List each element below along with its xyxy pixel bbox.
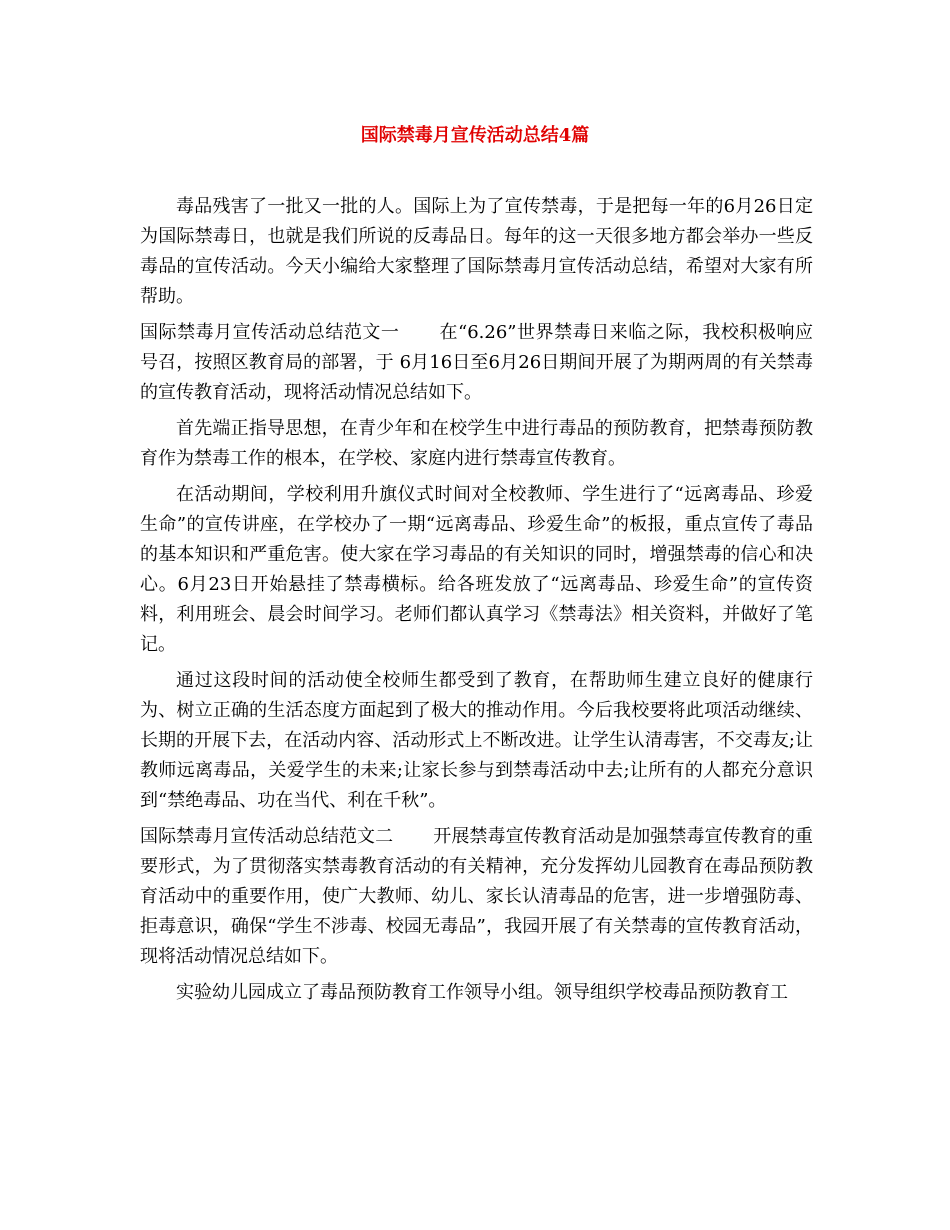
section1-lead-paragraph	[140, 318, 813, 408]
section2-lead-paragraph	[140, 822, 813, 972]
section1-paragraph: 在活动期间，学校利用升旗仪式时间对全校教师、学生进行了“远离毒品、珍爱生命”的宣传讲座，在学校办了一期“远离毒品、珍爱生命”的板报，重点宣传了毒品的基本知识和严重危害。使大家在学习毒品的有关知识的同时，增强禁毒的信心和决心。6月23日开始悬挂了禁毒横标。给各班发放了“远离毒品、珍爱生命”的宣传资料，利用班会、晨会时间学习。老师们都认真学习《禁毒法》相关资料，并做好了笔记。	[140, 484, 813, 655]
section2-heading: 国际禁毒月宣传活动总结范文二	[140, 826, 394, 847]
section1-heading: 国际禁毒月宣传活动总结范文一	[140, 322, 400, 343]
section1-paragraph: 首先端正指导思想，在青少年和在校学生中进行毒品的预防教育，把禁毒预防教育作为禁毒工作的根本，在学校、家庭内进行禁毒宣传教育。	[140, 418, 813, 469]
section1-paragraph: 通过这段时间的活动使全校师生都受到了教育，在帮助师生建立良好的健康行为、树立正确的生活态度方面起到了极大的推动作用。今后我校要将此项活动继续、长期的开展下去，在活动内容、活动形式上不断改进。让学生认清毒害，不交毒友;让教师远离毒品，关爱学生的未来;让家长参与到禁毒活动中去;让所有的人都充分意识到“禁绝毒品、功在当代、利在千秋”。	[140, 670, 813, 811]
section2-lead: 开展禁毒宣传教育活动是加强禁毒宣传教育的重要形式，为了贯彻落实禁毒教育活动的有关精神，充分发挥幼儿园教育在毒品预防教育活动中的重要作用，使广大教师、幼儿、家长认清毒品的危害，进一步增强防毒、拒毒意识，确保“学生不涉毒、校园无毒品”，我园开展了有关禁毒的宣传教育活动，现将活动情况总结如下。	[140, 826, 813, 967]
section1-lead: 在“6.26”世界禁毒日来临之际，我校积极响应号召，按照区教育局的部署，于 6月16日至6月26日期间开展了为期两周的有关禁毒的宣传教育活动，现将活动情况总结如下。	[140, 322, 814, 403]
intro-paragraph: 毒品残害了一批又一批的人。国际上为了宣传禁毒，于是把每一年的6月26日定为国际禁毒日，也就是我们所说的反毒品日。每年的这一天很多地方都会举办一些反毒品的宣传活动。今天小编给大家整理了国际禁毒月宣传活动总结，希望对大家有所帮助。	[140, 196, 813, 307]
document-body	[140, 192, 813, 1014]
document-title: 国际禁毒月宣传活动总结4篇	[360, 125, 590, 146]
section2-paragraph: 实验幼儿园成立了毒品预防教育工作领导小组。领导组织学校毒品预防教育工	[176, 982, 788, 1003]
